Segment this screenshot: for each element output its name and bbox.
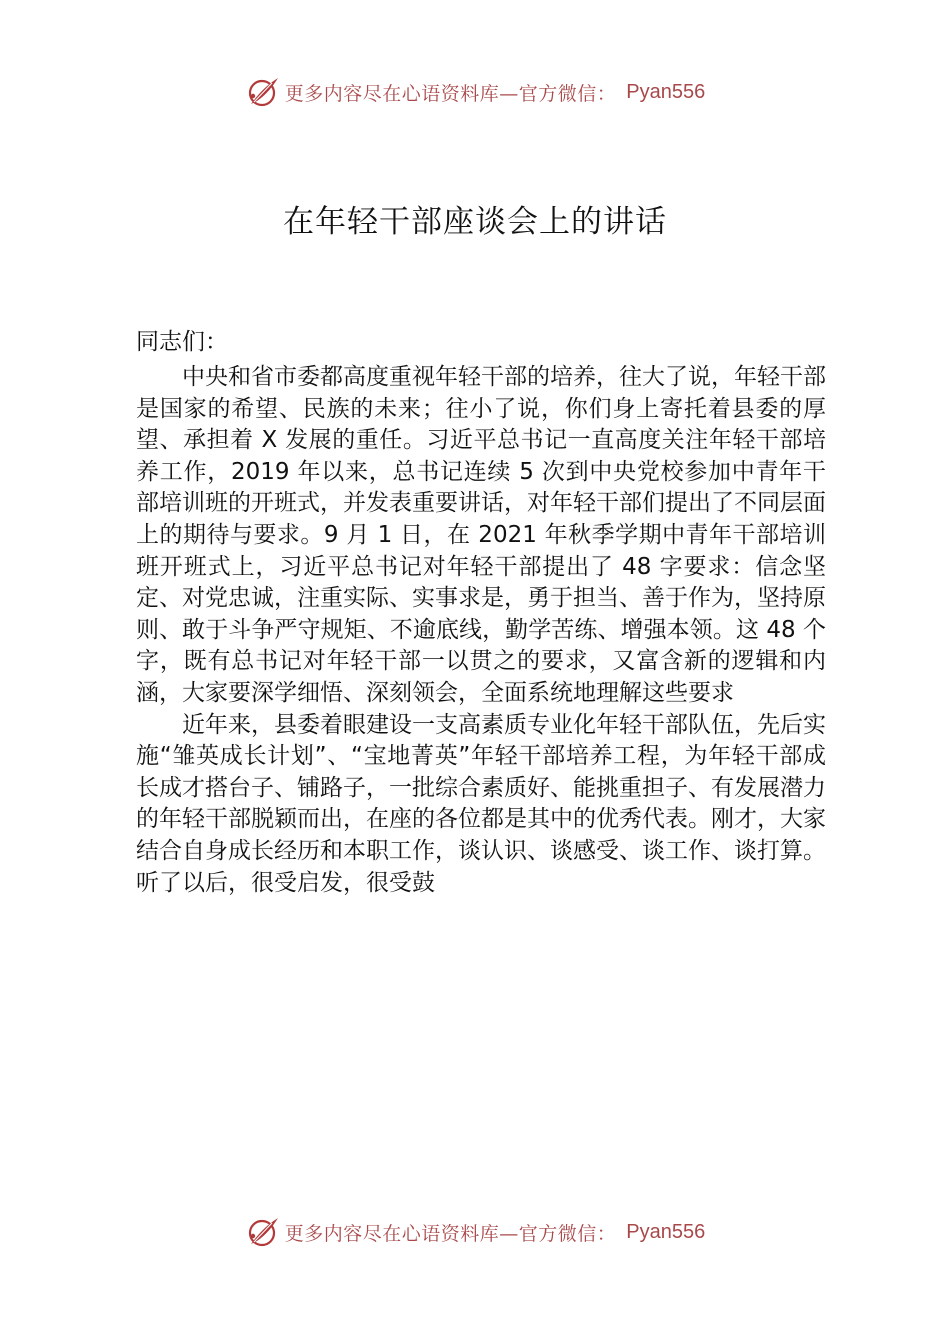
document-title: 在年轻干部座谈会上的讲话	[283, 204, 667, 240]
header-banner	[0, 72, 950, 112]
footer-banner	[0, 1212, 950, 1252]
salutation: 同志们：	[136, 329, 228, 355]
header-wechat-id: Pyan556	[626, 80, 706, 103]
quill-pen-logo-icon	[245, 1214, 281, 1250]
header-promo-text: 更多内容尽在心语资料库—官方微信：	[284, 82, 617, 105]
quill-pen-logo-icon	[245, 74, 281, 110]
footer-wechat-id: Pyan556	[626, 1220, 706, 1243]
paragraph-2: 近年来，县委着眼建设一支高素质专业化年轻干部队伍，先后实施“雏英成长计划”、“宝地菁英”年轻干部培养工程，为年轻干部成长成才搭台子、铺路子，一批综合素质好、能挑重担子、有发展潜力的年轻干部脱颖而出，在座的各位都是其中的优秀代表。刚才，大家结合自身成长经历和本职工作，谈认识、谈感受、谈工作、谈打算。听了以后，很受启发，很受鼓	[136, 711, 826, 896]
paragraph-1: 中央和省市委都高度重视年轻干部的培养，往大了说，年轻干部是国家的希望、民族的未来；往小了说，你们身上寄托着县委的厚望、承担着 X 发展的重任。习近平总书记一直高度关注年轻干部培养工作，2019 年以来，总书记连续 5 次到中央党校参加中青年干部培训班的开班式，并发表重要讲话，对年轻干部们提出了不同层面上的期待与要求。9 月 1 日，在 2021 年秋季学期中青年干部培训班开班式上，习近平总书记对年轻干部提出了 48 字要求：信念坚定、对党忠诚，注重实际、实事求是，勇于担当、善于作为，坚持原则、敢于斗争严守规矩、不逾底线，勤学苦练、增强本领。这 48 个字，既有总书记对年轻干部一以贯之的要求，又富含新的逻辑和内涵，大家要深学细悟、深刻领会，全面系统地理解这些要求	[136, 364, 826, 706]
document-body	[136, 362, 826, 899]
footer-promo-text: 更多内容尽在心语资料库—官方微信：	[284, 1222, 617, 1245]
